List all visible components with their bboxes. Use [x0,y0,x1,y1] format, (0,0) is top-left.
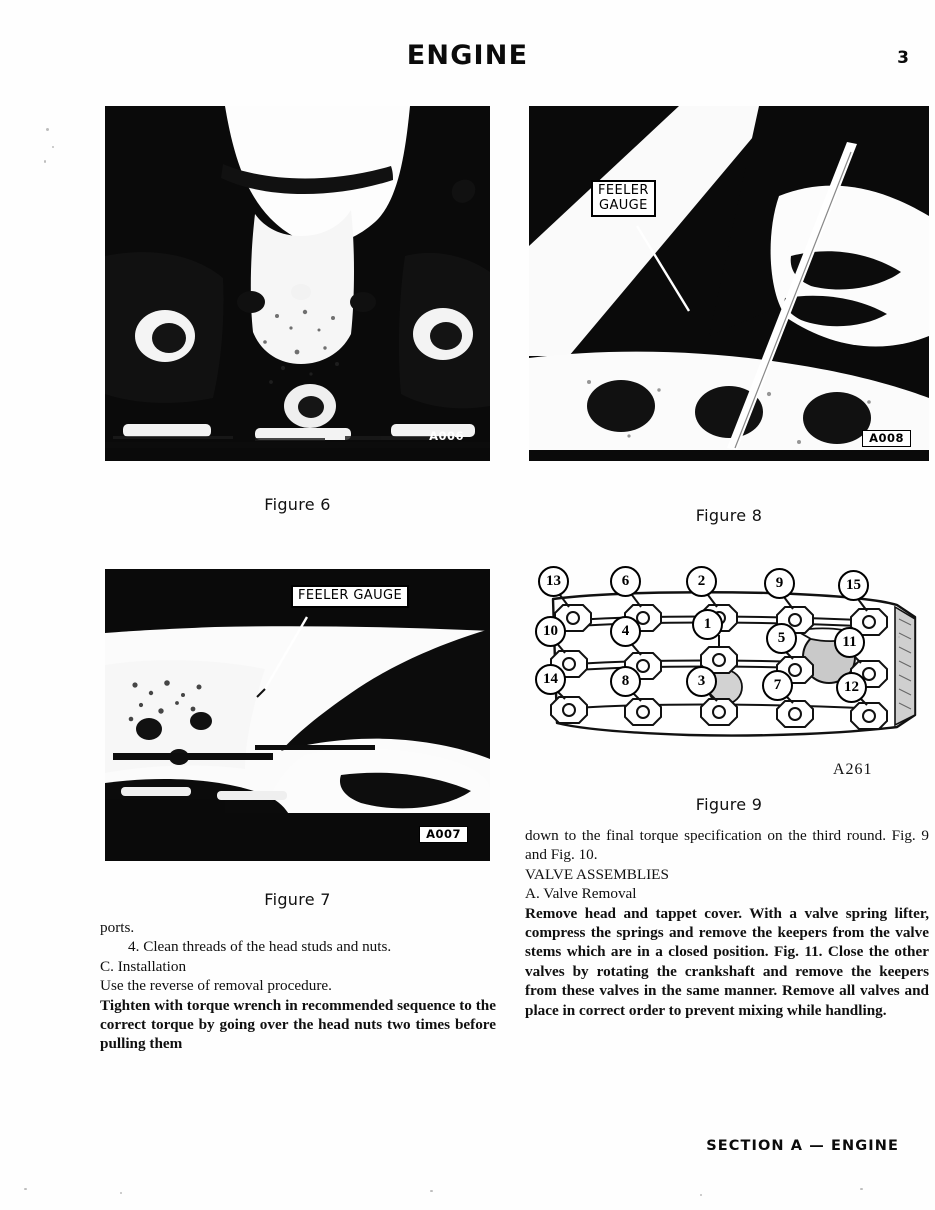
torque-number-3: 3 [686,666,717,697]
figure-7-feeler-gauge-callout: FEELER GAUGE [291,585,409,608]
figure-9-diagram [529,565,929,745]
right-column [525,826,929,1020]
left-para-ports: ports. [100,919,135,936]
figure-8-caption: Figure 8 [695,506,763,525]
figure-7-caption: Figure 7 [264,890,331,909]
right-heading-valve-assemblies: VALVE ASSEMBLIES [525,865,669,883]
figure-7-image-id: A007 [419,826,468,843]
scan-speckle [430,1190,433,1192]
figure-6-image-id: A006 [429,428,464,443]
torque-number-12: 12 [836,672,867,703]
figure-8-image-id: A008 [862,430,911,447]
scan-speckle [860,1188,863,1190]
left-para-tighten: Tighten with torque wrench in recommended sequence to the correct torque by going over the head nuts two times before pulling them [100,996,496,1053]
torque-number-11: 11 [834,627,865,658]
scan-speckle [52,146,54,148]
right-para-continued: down to the final torque specification on the third round. Fig. 9 and Fig. 10. [525,827,929,864]
torque-number-13: 13 [538,566,569,597]
torque-number-6: 6 [610,566,641,597]
scan-speckle [44,160,46,163]
left-heading-installation: C. Installation [100,957,187,975]
section-footer: SECTION A — ENGINE [706,1138,899,1154]
torque-number-5: 5 [766,623,797,654]
scan-speckle [700,1194,702,1196]
scan-speckle [120,1192,122,1194]
torque-number-14: 14 [535,664,566,695]
torque-number-15: 15 [838,570,869,601]
page-title: ENGINE [406,40,529,71]
figure-9-caption: Figure 9 [695,795,763,814]
figure-7-photo [105,569,490,861]
torque-number-4: 4 [610,616,641,647]
figure-9-image-id: A261 [833,761,873,778]
left-item-4: 4. Clean threads of the head studs and nuts. [128,938,392,956]
left-para-reverse: Use the reverse of removal procedure. [100,977,332,995]
figure-8-callout-line-1: FEELER [598,183,649,198]
right-para-remove: Remove head and tappet cover. With a valve spring lifter, compress the springs and remove the keepers from the valve stems which are in a closed position. Fig. 11. Close the other valves by rotating the crankshaft and remove the keepers from these valves in the same manner. Remove all valves and place in correct order to prevent mixing while handling. [525,904,929,1019]
figure-8-feeler-gauge-callout [591,180,656,217]
figure-8-callout-line-2: GAUGE [599,197,648,213]
torque-number-2: 2 [686,566,717,597]
torque-number-9: 9 [764,568,795,599]
figure-6-caption: Figure 6 [264,495,331,514]
scan-speckle [24,1188,27,1190]
torque-number-7: 7 [762,670,793,701]
left-column [100,918,496,1054]
page-number: 3 [897,48,909,68]
figure-8-photo [529,106,929,461]
scan-speckle [46,128,49,131]
figure-6-photo [105,106,490,461]
torque-number-10: 10 [535,616,566,647]
right-heading-valve-removal: A. Valve Removal [525,885,637,903]
torque-number-1: 1 [692,609,723,640]
torque-number-8: 8 [610,666,641,697]
